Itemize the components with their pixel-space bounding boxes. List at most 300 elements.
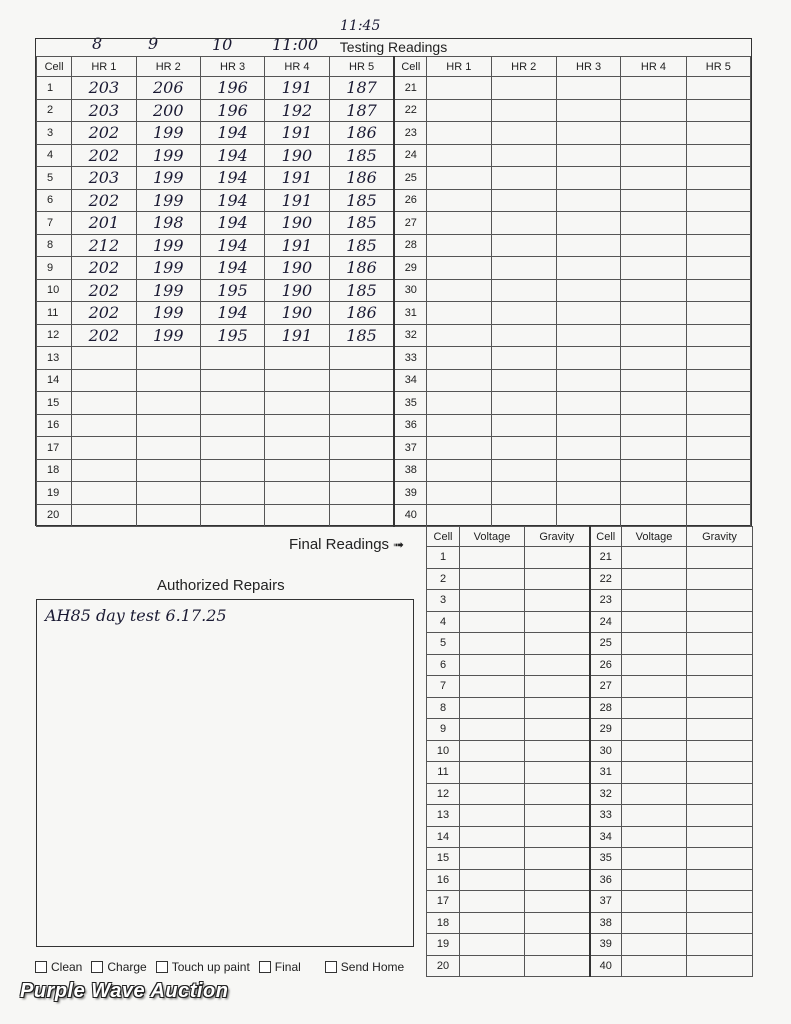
reading-cell[interactable] <box>427 77 491 100</box>
voltage-cell[interactable] <box>460 568 525 590</box>
reading-cell[interactable]: 198 <box>136 212 200 235</box>
voltage-cell[interactable] <box>622 826 687 848</box>
reading-cell[interactable] <box>491 392 556 415</box>
reading-cell[interactable] <box>265 459 329 482</box>
voltage-cell[interactable] <box>460 611 525 633</box>
reading-cell[interactable] <box>72 437 136 460</box>
gravity-cell[interactable] <box>687 912 753 934</box>
voltage-cell[interactable] <box>460 547 525 569</box>
reading-cell[interactable] <box>491 369 556 392</box>
reading-cell[interactable]: 202 <box>72 257 136 280</box>
reading-cell[interactable]: 185 <box>329 234 394 257</box>
reading-cell[interactable] <box>556 212 620 235</box>
reading-cell[interactable] <box>329 347 394 370</box>
voltage-cell[interactable] <box>622 611 687 633</box>
voltage-cell[interactable] <box>622 783 687 805</box>
reading-cell[interactable]: 202 <box>72 122 136 145</box>
table-row <box>427 611 753 633</box>
reading-cell[interactable] <box>686 257 750 280</box>
reading-cell[interactable] <box>427 189 491 212</box>
voltage-cell[interactable] <box>460 676 525 698</box>
gravity-cell[interactable] <box>687 676 753 698</box>
reading-cell[interactable]: 199 <box>136 324 200 347</box>
reading-cell[interactable] <box>265 347 329 370</box>
reading-cell[interactable]: 187 <box>329 77 394 100</box>
voltage-cell[interactable] <box>460 912 525 934</box>
gravity-cell[interactable] <box>525 633 590 655</box>
reading-cell[interactable]: 203 <box>72 77 136 100</box>
voltage-cell[interactable] <box>622 934 687 956</box>
reading-cell[interactable] <box>491 234 556 257</box>
reading-cell[interactable] <box>491 279 556 302</box>
gravity-cell[interactable] <box>525 719 590 741</box>
reading-cell[interactable] <box>491 257 556 280</box>
voltage-cell[interactable] <box>460 955 525 977</box>
reading-cell[interactable]: 212 <box>72 234 136 257</box>
reading-cell[interactable]: 190 <box>265 144 329 167</box>
reading-cell[interactable] <box>556 482 620 505</box>
reading-cell[interactable] <box>686 144 750 167</box>
gravity-cell[interactable] <box>687 633 753 655</box>
gravity-cell[interactable] <box>687 826 753 848</box>
reading-cell[interactable] <box>136 482 200 505</box>
reading-cell[interactable]: 191 <box>265 167 329 190</box>
gravity-cell[interactable] <box>687 869 753 891</box>
voltage-cell[interactable] <box>460 590 525 612</box>
reading-cell[interactable] <box>686 234 750 257</box>
reading-cell[interactable] <box>621 279 686 302</box>
reading-cell[interactable] <box>686 459 750 482</box>
reading-cell[interactable] <box>491 437 556 460</box>
clean-checkbox[interactable] <box>35 960 82 974</box>
reading-cell[interactable] <box>427 279 491 302</box>
reading-cell[interactable]: 199 <box>136 167 200 190</box>
reading-cell[interactable] <box>427 504 491 527</box>
reading-cell[interactable]: 194 <box>200 144 264 167</box>
reading-cell[interactable] <box>136 347 200 370</box>
table-row <box>37 324 751 347</box>
gravity-cell[interactable] <box>525 762 590 784</box>
reading-cell[interactable]: 196 <box>200 99 264 122</box>
reading-cell[interactable]: 199 <box>136 279 200 302</box>
reading-cell[interactable] <box>427 482 491 505</box>
checkbox-box[interactable] <box>91 961 103 973</box>
reading-cell[interactable]: 187 <box>329 99 394 122</box>
reading-cell[interactable] <box>686 369 750 392</box>
reading-cell[interactable] <box>556 392 620 415</box>
checkbox-box[interactable] <box>325 961 337 973</box>
gravity-cell[interactable] <box>525 697 590 719</box>
gravity-cell[interactable] <box>525 891 590 913</box>
reading-cell[interactable]: 190 <box>265 279 329 302</box>
gravity-cell[interactable] <box>525 848 590 870</box>
gravity-cell[interactable] <box>687 891 753 913</box>
reading-cell[interactable] <box>556 369 620 392</box>
reading-cell[interactable]: 194 <box>200 257 264 280</box>
gravity-cell[interactable] <box>525 590 590 612</box>
reading-cell[interactable] <box>556 504 620 527</box>
cell-number: 40 <box>394 504 426 527</box>
reading-cell[interactable]: 196 <box>200 77 264 100</box>
reading-cell[interactable] <box>686 392 750 415</box>
reading-cell[interactable]: 202 <box>72 302 136 325</box>
reading-cell[interactable]: 192 <box>265 99 329 122</box>
reading-cell[interactable] <box>556 189 620 212</box>
reading-cell[interactable] <box>686 189 750 212</box>
reading-cell[interactable] <box>621 257 686 280</box>
reading-cell[interactable]: 195 <box>200 324 264 347</box>
reading-cell[interactable]: 191 <box>265 324 329 347</box>
reading-cell[interactable] <box>621 369 686 392</box>
gravity-cell[interactable] <box>687 547 753 569</box>
table-row <box>427 783 753 805</box>
reading-cell[interactable] <box>686 167 750 190</box>
voltage-cell[interactable] <box>622 590 687 612</box>
reading-cell[interactable] <box>686 77 750 100</box>
gravity-cell[interactable] <box>525 934 590 956</box>
reading-cell[interactable] <box>72 459 136 482</box>
reading-cell[interactable] <box>621 437 686 460</box>
reading-cell[interactable]: 186 <box>329 302 394 325</box>
voltage-cell[interactable] <box>460 934 525 956</box>
reading-cell[interactable]: 191 <box>265 234 329 257</box>
reading-cell[interactable] <box>556 414 620 437</box>
voltage-cell[interactable] <box>460 762 525 784</box>
reading-cell[interactable]: 206 <box>136 77 200 100</box>
reading-cell[interactable]: 194 <box>200 212 264 235</box>
reading-cell[interactable] <box>621 212 686 235</box>
reading-cell[interactable] <box>136 392 200 415</box>
reading-cell[interactable] <box>265 482 329 505</box>
reading-cell[interactable] <box>265 504 329 527</box>
reading-cell[interactable] <box>686 347 750 370</box>
gravity-cell[interactable] <box>687 740 753 762</box>
gravity-cell[interactable] <box>687 697 753 719</box>
gravity-cell[interactable] <box>687 719 753 741</box>
gravity-cell[interactable] <box>687 654 753 676</box>
reading-cell[interactable]: 190 <box>265 302 329 325</box>
reading-cell[interactable] <box>265 414 329 437</box>
gravity-cell[interactable] <box>687 934 753 956</box>
reading-cell[interactable] <box>686 482 750 505</box>
cell-number: 15 <box>37 392 72 415</box>
reading-cell[interactable]: 191 <box>265 77 329 100</box>
reading-cell[interactable] <box>686 99 750 122</box>
reading-cell[interactable] <box>491 144 556 167</box>
gravity-cell[interactable] <box>687 762 753 784</box>
reading-cell[interactable] <box>427 347 491 370</box>
voltage-cell[interactable] <box>622 719 687 741</box>
gravity-cell[interactable] <box>525 611 590 633</box>
voltage-cell[interactable] <box>460 848 525 870</box>
reading-cell[interactable]: 202 <box>72 324 136 347</box>
reading-cell[interactable] <box>556 437 620 460</box>
reading-cell[interactable] <box>491 99 556 122</box>
voltage-cell[interactable] <box>460 633 525 655</box>
reading-cell[interactable] <box>329 414 394 437</box>
reading-cell[interactable]: 195 <box>200 279 264 302</box>
checkbox-box[interactable] <box>156 961 168 973</box>
gravity-cell[interactable] <box>525 955 590 977</box>
reading-cell[interactable] <box>329 459 394 482</box>
reading-cell[interactable]: 202 <box>72 144 136 167</box>
reading-cell[interactable] <box>265 369 329 392</box>
reading-cell[interactable] <box>329 504 394 527</box>
voltage-cell[interactable] <box>460 740 525 762</box>
voltage-cell[interactable] <box>622 805 687 827</box>
gravity-cell[interactable] <box>525 826 590 848</box>
reading-cell[interactable]: 190 <box>265 212 329 235</box>
charge-checkbox[interactable] <box>91 960 146 974</box>
reading-cell[interactable]: 186 <box>329 257 394 280</box>
gravity-cell[interactable] <box>525 783 590 805</box>
reading-cell[interactable] <box>136 414 200 437</box>
reading-cell[interactable] <box>621 167 686 190</box>
reading-cell[interactable]: 185 <box>329 212 394 235</box>
reading-cell[interactable]: 201 <box>72 212 136 235</box>
voltage-cell[interactable] <box>622 955 687 977</box>
reading-cell[interactable] <box>686 324 750 347</box>
reading-cell[interactable] <box>556 234 620 257</box>
reading-cell[interactable] <box>200 414 264 437</box>
voltage-cell[interactable] <box>460 826 525 848</box>
send-home-checkbox[interactable] <box>325 960 404 974</box>
touch-up-paint-checkbox[interactable] <box>156 960 250 974</box>
reading-cell[interactable]: 199 <box>136 144 200 167</box>
reading-cell[interactable] <box>621 144 686 167</box>
reading-cell[interactable] <box>329 482 394 505</box>
reading-cell[interactable]: 194 <box>200 302 264 325</box>
reading-cell[interactable] <box>556 257 620 280</box>
reading-cell[interactable] <box>427 167 491 190</box>
reading-cell[interactable] <box>491 167 556 190</box>
reading-cell[interactable] <box>556 279 620 302</box>
reading-cell[interactable] <box>686 279 750 302</box>
reading-cell[interactable]: 185 <box>329 279 394 302</box>
reading-cell[interactable] <box>200 369 264 392</box>
table-row <box>427 719 753 741</box>
reading-cell[interactable] <box>427 122 491 145</box>
cell-number: 36 <box>394 414 426 437</box>
reading-cell[interactable] <box>491 414 556 437</box>
table-row <box>427 547 753 569</box>
voltage-cell[interactable] <box>622 676 687 698</box>
gravity-cell[interactable] <box>687 955 753 977</box>
reading-cell[interactable] <box>427 234 491 257</box>
gravity-cell[interactable] <box>525 912 590 934</box>
reading-cell[interactable] <box>556 324 620 347</box>
reading-cell[interactable]: 186 <box>329 122 394 145</box>
reading-cell[interactable] <box>686 437 750 460</box>
reading-cell[interactable] <box>72 504 136 527</box>
voltage-cell[interactable] <box>460 805 525 827</box>
reading-cell[interactable] <box>621 482 686 505</box>
voltage-cell[interactable] <box>460 891 525 913</box>
reading-cell[interactable]: 185 <box>329 144 394 167</box>
reading-cell[interactable] <box>686 504 750 527</box>
gravity-cell[interactable] <box>525 547 590 569</box>
reading-cell[interactable] <box>200 504 264 527</box>
reading-cell[interactable] <box>427 369 491 392</box>
reading-cell[interactable]: 202 <box>72 279 136 302</box>
reading-cell[interactable] <box>427 99 491 122</box>
reading-cell[interactable]: 202 <box>72 189 136 212</box>
checkbox-box[interactable] <box>259 961 271 973</box>
voltage-cell[interactable] <box>622 633 687 655</box>
reading-cell[interactable] <box>72 414 136 437</box>
reading-cell[interactable] <box>200 437 264 460</box>
reading-cell[interactable] <box>556 302 620 325</box>
reading-cell[interactable] <box>491 347 556 370</box>
reading-cell[interactable] <box>427 257 491 280</box>
table-row <box>37 302 751 325</box>
reading-cell[interactable]: 199 <box>136 257 200 280</box>
gravity-cell[interactable] <box>687 590 753 612</box>
voltage-cell[interactable] <box>460 697 525 719</box>
reading-cell[interactable] <box>72 369 136 392</box>
reading-cell[interactable] <box>491 77 556 100</box>
reading-cell[interactable] <box>200 459 264 482</box>
reading-cell[interactable] <box>621 234 686 257</box>
gravity-cell[interactable] <box>525 568 590 590</box>
reading-cell[interactable] <box>621 414 686 437</box>
reading-cell[interactable] <box>427 302 491 325</box>
checkbox-box[interactable] <box>35 961 47 973</box>
gravity-cell[interactable] <box>687 805 753 827</box>
reading-cell[interactable] <box>72 392 136 415</box>
voltage-cell[interactable] <box>460 869 525 891</box>
reading-cell[interactable] <box>72 347 136 370</box>
reading-cell[interactable] <box>72 482 136 505</box>
reading-cell[interactable] <box>491 459 556 482</box>
reading-cell[interactable] <box>491 324 556 347</box>
reading-cell[interactable] <box>621 77 686 100</box>
reading-cell[interactable]: 203 <box>72 99 136 122</box>
reading-cell[interactable]: 190 <box>265 257 329 280</box>
reading-cell[interactable]: 185 <box>329 324 394 347</box>
reading-cell[interactable]: 194 <box>200 167 264 190</box>
voltage-cell[interactable] <box>622 869 687 891</box>
voltage-cell[interactable] <box>622 697 687 719</box>
reading-cell[interactable]: 191 <box>265 189 329 212</box>
gravity-cell[interactable] <box>687 848 753 870</box>
reading-cell[interactable]: 200 <box>136 99 200 122</box>
voltage-cell[interactable] <box>460 654 525 676</box>
voltage-cell[interactable] <box>622 740 687 762</box>
gravity-cell[interactable] <box>525 676 590 698</box>
gravity-cell[interactable] <box>525 869 590 891</box>
reading-cell[interactable]: 203 <box>72 167 136 190</box>
reading-cell[interactable] <box>556 347 620 370</box>
voltage-cell[interactable] <box>622 654 687 676</box>
reading-cell[interactable] <box>556 99 620 122</box>
reading-cell[interactable] <box>136 459 200 482</box>
reading-cell[interactable]: 194 <box>200 122 264 145</box>
voltage-cell[interactable] <box>622 848 687 870</box>
reading-cell[interactable] <box>621 347 686 370</box>
voltage-cell[interactable] <box>622 568 687 590</box>
reading-cell[interactable]: 191 <box>265 122 329 145</box>
voltage-cell[interactable] <box>622 912 687 934</box>
reading-cell[interactable] <box>621 99 686 122</box>
reading-cell[interactable] <box>265 392 329 415</box>
reading-cell[interactable] <box>621 504 686 527</box>
reading-cell[interactable] <box>556 459 620 482</box>
reading-cell[interactable] <box>427 392 491 415</box>
voltage-cell[interactable] <box>622 891 687 913</box>
reading-cell[interactable]: 199 <box>136 122 200 145</box>
reading-cell[interactable] <box>686 212 750 235</box>
reading-cell[interactable] <box>329 369 394 392</box>
reading-cell[interactable]: 199 <box>136 302 200 325</box>
gravity-cell[interactable] <box>687 568 753 590</box>
reading-cell[interactable] <box>265 437 329 460</box>
gravity-cell[interactable] <box>687 783 753 805</box>
reading-cell[interactable]: 199 <box>136 189 200 212</box>
reading-cell[interactable] <box>136 369 200 392</box>
reading-cell[interactable] <box>556 77 620 100</box>
authorized-repairs-box[interactable] <box>36 599 414 947</box>
reading-cell[interactable] <box>200 482 264 505</box>
reading-cell[interactable]: 186 <box>329 167 394 190</box>
reading-cell[interactable] <box>200 392 264 415</box>
reading-cell[interactable] <box>329 437 394 460</box>
reading-cell[interactable] <box>491 189 556 212</box>
reading-cell[interactable] <box>427 212 491 235</box>
reading-cell[interactable] <box>686 302 750 325</box>
final-checkbox[interactable] <box>259 960 301 974</box>
reading-cell[interactable] <box>621 302 686 325</box>
reading-cell[interactable]: 199 <box>136 234 200 257</box>
gravity-cell[interactable] <box>687 611 753 633</box>
reading-cell[interactable] <box>621 122 686 145</box>
reading-cell[interactable] <box>621 392 686 415</box>
reading-cell[interactable] <box>556 167 620 190</box>
reading-cell[interactable]: 194 <box>200 234 264 257</box>
voltage-cell[interactable] <box>460 783 525 805</box>
reading-cell[interactable] <box>556 122 620 145</box>
reading-cell[interactable] <box>686 414 750 437</box>
reading-cell[interactable] <box>427 459 491 482</box>
reading-cell[interactable] <box>491 504 556 527</box>
reading-cell[interactable] <box>621 189 686 212</box>
reading-cell[interactable] <box>136 504 200 527</box>
reading-cell[interactable] <box>686 122 750 145</box>
voltage-cell[interactable] <box>622 547 687 569</box>
reading-cell[interactable]: 185 <box>329 189 394 212</box>
voltage-cell[interactable] <box>460 719 525 741</box>
reading-cell[interactable] <box>200 347 264 370</box>
reading-cell[interactable] <box>621 324 686 347</box>
reading-cell[interactable] <box>427 437 491 460</box>
gravity-cell[interactable] <box>525 740 590 762</box>
reading-cell[interactable] <box>491 122 556 145</box>
reading-cell[interactable] <box>427 324 491 347</box>
reading-cell[interactable] <box>329 392 394 415</box>
reading-cell[interactable] <box>491 302 556 325</box>
reading-cell[interactable] <box>621 459 686 482</box>
gravity-cell[interactable] <box>525 805 590 827</box>
reading-cell[interactable] <box>427 414 491 437</box>
reading-cell[interactable]: 194 <box>200 189 264 212</box>
reading-cell[interactable] <box>491 482 556 505</box>
reading-cell[interactable] <box>427 144 491 167</box>
reading-cell[interactable] <box>556 144 620 167</box>
gravity-cell[interactable] <box>525 654 590 676</box>
voltage-cell[interactable] <box>622 762 687 784</box>
reading-cell[interactable] <box>136 437 200 460</box>
reading-cell[interactable] <box>491 212 556 235</box>
